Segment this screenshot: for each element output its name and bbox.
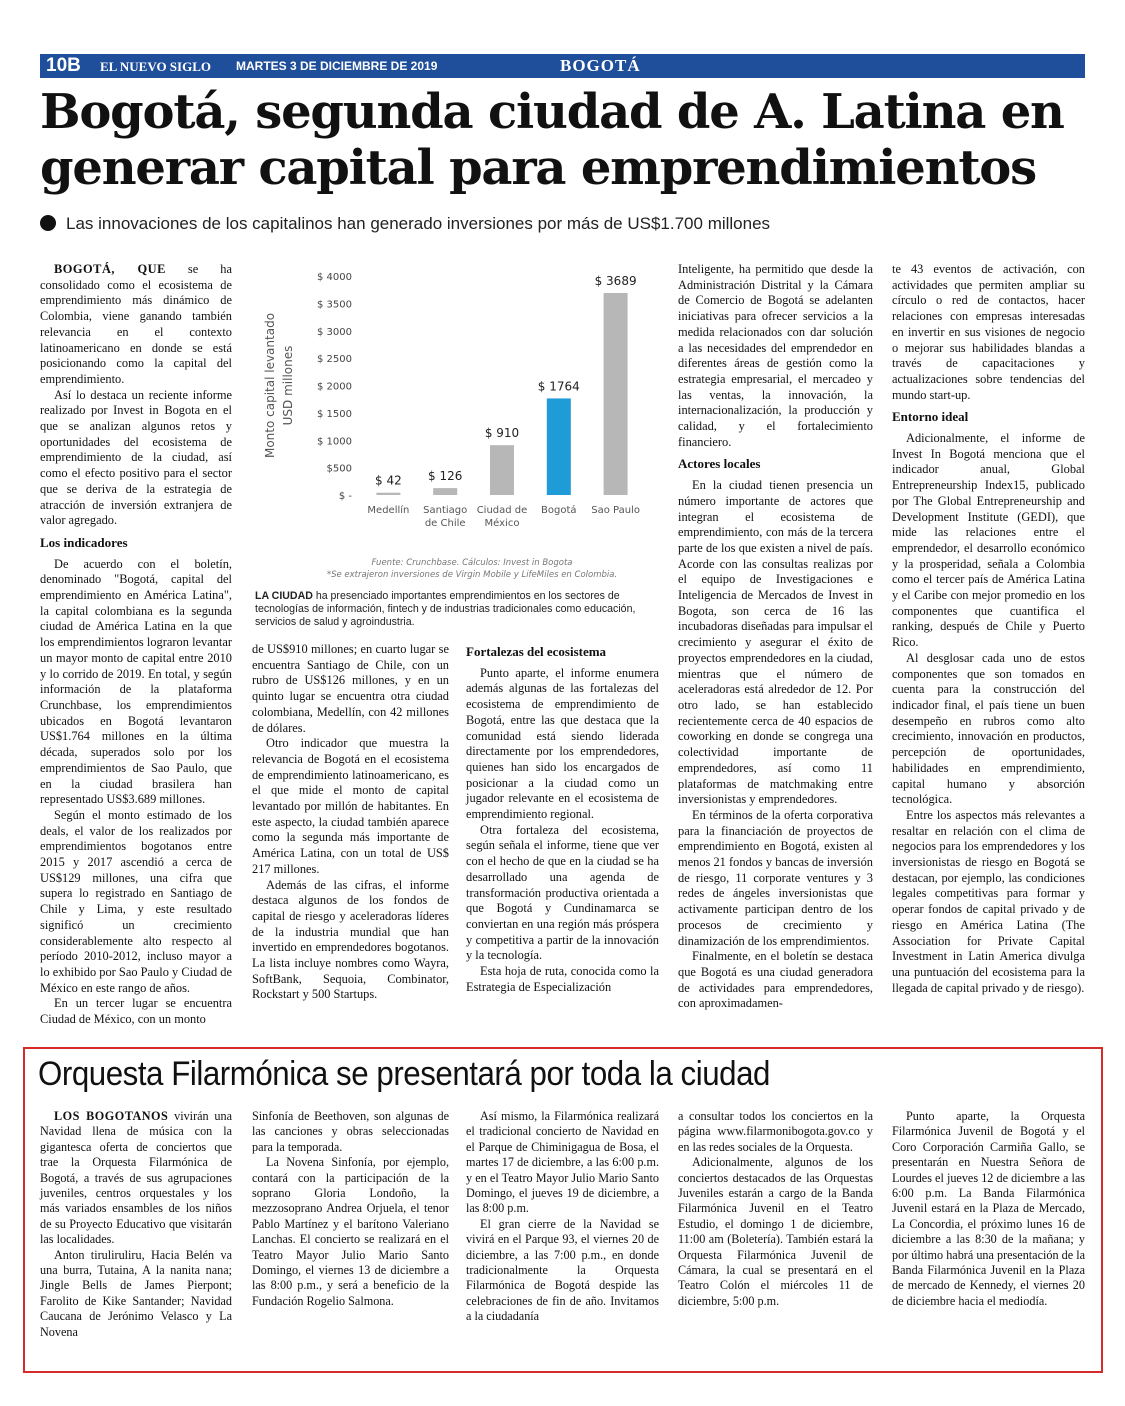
article-column-5 [892, 262, 1085, 996]
paragraph: Adicionalmente, el informe de Invest In Bogotá menciona que el indicador anual, Global Entrepreneurship Index15, publicado por The Global Entrepreneurship and Development Institute (GEDI), que mide las relaciones entre el emprendedor, el desarrollo económico y la prosperidad, señala a Colombia como el tercer país de América Latina y el Caribe con mejor promedio en los componentes que cuantifica el ranking, después de Chile y Puerto Rico. [892, 431, 1085, 650]
article-column-2 [252, 642, 449, 1003]
paragraph: En términos de la oferta corporativa para la financiación de proyectos de emprendimiento en Bogotá, existen al menos 21 fondos y bancas de inversión de riesgo, 11 corporate ventures y 3 redes de ángeles inversionistas que activamente participan dentro de los procesos de crecimiento y dinamización de los emprendimientos. [678, 807, 873, 948]
paragraph: Entre los aspectos más relevantes a resaltar en relación con el clima de negocios para los emprendedores y los inversionistas de riesgo en Bogotá se destacan, por ejemplo, las condiciones legales competitivas para formar y operar fondos de capital privado y de riesgo en América Latina (The Association for Private Capital Investment in Latin America divulga una puntuación del ecosistema para la llegada de capital privado y de riesgo). [892, 807, 1085, 995]
story2-column-1 [40, 1109, 232, 1340]
paragraph: En un tercer lugar se encuentra Ciudad de México, con un monto [40, 996, 232, 1027]
caption-text: ha presenciado importantes emprendimientos en los sectores de tecnologías de información, fintech y de industrias tradicionales como educación, servicios de salud y agroindustria. [255, 590, 636, 628]
y-tick-label: $ 1000 [317, 436, 352, 448]
data-label: $ 42 [375, 473, 402, 488]
chart-source: Fuente: Crunchbase. Cálculos: Invest in Bogota [371, 558, 573, 568]
paragraph [40, 1109, 232, 1248]
y-tick-label: $ 2000 [317, 381, 352, 393]
data-label: $ 1764 [537, 379, 580, 394]
story2-column-3 [466, 1109, 659, 1325]
section-heading: Los indicadores [40, 534, 128, 550]
paragraph: a consultar todos los conciertos en la página www.filarmonibogota.gov.co y en las redes sociales de la Orquesta. [678, 1109, 873, 1154]
story2-column-2 [252, 1109, 449, 1309]
x-tick-label: México [484, 518, 520, 529]
paragraph: de US$910 millones; en cuarto lugar se encuentra Santiago de Chile, con un rubro de US$126 millones, y en un quinto lugar se encuentra otra ciudad colombiana, Medellín, con 42 millones de dólares. [252, 642, 449, 735]
story2-column-4 [678, 1109, 873, 1309]
bar [490, 445, 514, 495]
y-axis-ticks [317, 272, 352, 502]
bars [375, 274, 637, 495]
section-heading: Fortalezas del ecosistema [466, 644, 607, 659]
paragraph: Así mismo, la Filarmónica realizará el tradicional concierto de Navidad en el Parque de Chiminigagua de Bosa, el martes 17 de diciembre, a las 6:00 p.m. y en el Teatro Mayor Julio Mario Santo Domingo, el jueves 19 de diciembre, a las 8:00 p.m. [466, 1109, 659, 1216]
x-tick-label: Ciudad de [476, 505, 528, 516]
data-label: $ 3689 [594, 274, 637, 289]
lead-in: BOGOTÁ, QUE [54, 262, 166, 276]
paragraph: Otra fortaleza del ecosistema, según señala el informe, tiene que ver con el hecho de que en la ciudad se ha desarrollado una agenda de transformación productiva orientada a que Bogotá y Cundinamarca se conviertan en una región más próspera y competitiva a partir de la innovación y la tecnología. [466, 822, 659, 963]
paragraph: Punto aparte, el informe enumera además algunas de las fortalezas del ecosistema de emprendimiento de Bogotá, entre las que destaca que la comunidad está siendo liderada directamente por los emprendedores, quienes han sido los encargados de posicionar a la ciudad como un jugador relevante en el ecosistema de emprendimiento regional. [466, 665, 659, 822]
paragraph: En la ciudad tienen presencia un número importante de actores que integran el ecosistema de emprendimiento, con más de la tercera parte de los que existen a nivel de país. Acorde con las consultas realizas por el equipo de Investigaciones e Inteligencia de Mercados de Invest in Bogota, son cerca de 16 las incubadoras diseñadas para impulsar el crecimiento y asegurar el éxito de proyectos emprendedores en la ciudad, mientras que el número de aceleradoras está alrededor de 12. Por otro lado, se han establecido recientemente cerca de 40 espacios de coworking en donde se congrega una colectividad importante de emprendedores, así como 11 plataformas de matchmaking entre inversionistas y emprendedores. [678, 478, 873, 807]
paragraph: Punto aparte, la Orquesta Filarmónica Juvenil de Bogotá y el Coro Corporación Carmiña Gallo, se presentarán en Nuestra Señora de Lourdes el jueves 12 de diciembre a las 6:00 p.m. La Banda Filarmónica Juvenil estará en la Plaza de Mercado, La Concordia, el próximo lunes 16 de diciembre a las 8:30 de la mañana; y por último habrá una presentación de la Banda Filarmónica Juvenil en la Plaza de mercado de Kennedy, el viernes 20 de diciembre hacia el mediodía. [892, 1109, 1085, 1308]
main-headline: Bogotá, segunda ciudad de A. Latina en generar capital para emprendimientos [40, 84, 1064, 196]
x-tick-label: de Chile [424, 518, 466, 529]
newspaper-name: EL NUEVO SIGLO [100, 59, 211, 74]
paragraph-text: vivirán una Navidad llena de música con la gigantesca oferta de conciertos que trae la Orquesta Filarmónica de Bogotá, a través de sus agrupaciones juveniles, centros orquestales y los más variados ensambles de los niños de su Proyecto Educativo que visitarán las localidades. [40, 1109, 232, 1247]
paragraph [40, 262, 232, 388]
paragraph: Sinfonía de Beethoven, son algunas de las canciones y obras seleccionadas para la temporada. [252, 1109, 449, 1154]
paragraph: Inteligente, ha permitido que desde la Administración Distrital y la Cámara de Comercio de Bogotá se adelanten iniciativas para ofrecer servicios a la medida relacionados con dar solución a las necesidades del emprendedor en diferentes áreas de gestión como la estrategia empresarial, el mercadeo y las ventas, la innovación, la internacionalización, la producción y calidad, y el fortalecimiento financiero. [678, 262, 873, 449]
x-tick-label: Medellín [367, 505, 410, 516]
section-heading: Entorno ideal [892, 409, 969, 425]
x-tick-label: Santiago [423, 505, 468, 516]
data-label: $ 126 [428, 469, 463, 484]
article-column-1 [40, 262, 232, 1028]
caption-lead: LA CIUDAD [255, 590, 313, 602]
y-tick-label: $ 3000 [317, 326, 352, 338]
issue-date: MARTES 3 DE DICIEMBRE DE 2019 [236, 59, 438, 73]
section-heading: Actores locales [678, 456, 761, 472]
y-tick-label: $ 1500 [317, 408, 352, 420]
x-tick-label: Sao Paulo [591, 505, 640, 516]
y-tick-label: $ 2500 [317, 354, 352, 366]
chart-caption [255, 590, 655, 629]
paragraph: Así lo destaca un reciente informe realizado por Invest in Bogota en el que se analizan algunos retos y oportunidades del ecosistema de emprendimiento de la ciudad, así como el efecto positivo para el sector que se deriva de la estrategia de atracción de inversión extranjera de valor agregado. [40, 387, 232, 528]
paragraph: Adicionalmente, algunos de los conciertos destacados de las Orquestas Juveniles estarán a cargo de la Banda Filarmónica Juvenil en el Teatro Estudio, el domingo 1 de diciembre, 11:00 am (Boletería). También estará la Orquesta Filarmónica Juvenil de Cámara, la cual se presentará en el Teatro Colón el miércoles 11 de diciembre, 5:00 p.m. [678, 1155, 873, 1308]
masthead-bar [40, 54, 1085, 78]
paragraph: Esta hoja de ruta, conocida como la Estrategia de Especialización [466, 964, 659, 994]
y-axis-label-line: Monto capital levantado [263, 312, 277, 459]
paragraph: Según el monto estimado de los deals, el valor de los realizados por emprendimientos bogotanos entre 2015 y 2017 ascendió a cerca de US$129 millones, una cifra que supera lo registrado en Santiago de Chile y Lima, y este resultado significó un crecimiento considerablemente alto respecto al período 2010-2012, incluso mayor a lo exhibido por Sao Paulo y Ciudad de México en este rango de años. [40, 807, 232, 995]
paragraph: Además de las cifras, el informe destaca algunos de los fondos de capital de riesgo y aceleradoras líderes de la industria mundial que han invertido en emprendedores bogotanos. La lista incluye nombres como Wayra, SoftBank, Sequoia, Combinator, Rockstart y 500 Startups. [252, 877, 449, 1002]
second-headline: Orquesta Filarmónica se presentará por toda la ciudad [38, 1055, 770, 1093]
chart-svg [252, 258, 657, 588]
y-tick-label: $500 [326, 463, 352, 475]
paragraph: Otro indicador que muestra la relevancia de Bogotá en el ecosistema de emprendimiento latinoamericano, es el que mide el monto de capital levantado por millón de habitantes. En este aspecto, la ciudad también aparece como la segunda más importante de América Latina, con un total de US$ 217 millones. [252, 736, 449, 876]
bar [376, 493, 400, 495]
story2-column-5 [892, 1109, 1085, 1309]
y-axis-label-line: USD millones [281, 345, 295, 426]
y-tick-label: $ - [338, 491, 352, 502]
paragraph: El gran cierre de la Navidad se vivirá en el Parque 93, el viernes 20 de diciembre, a las 7:00 p.m., en donde tradicionalmente la Orquesta Filarmónica de Bogotá despide las celebraciones de fin de año. Invitamos a la ciudadanía [466, 1216, 659, 1324]
bar-chart [252, 258, 657, 588]
y-tick-label: $ 3500 [317, 299, 352, 311]
bar [547, 398, 571, 495]
bar [433, 488, 457, 495]
lead-in: LOS BOGOTANOS [54, 1109, 169, 1123]
x-axis-labels [367, 504, 640, 529]
subheadline [40, 214, 1100, 234]
paragraph: La Novena Sinfonía, por ejemplo, contará con la participación de la soprano Gloria Londoño, la mezzosoprano Andrea Orjuela, el tenor Pablo Martínez y el barítono Valeriano Lanchas. El concierto se realizará en el Teatro Mayor Julio Mario Santo Domingo, el viernes 13 de diciembre a las 8:00 p.m., y será a beneficio de la Fundación Rogelio Salmona. [252, 1155, 449, 1308]
paragraph: Al desglosar cada uno de estos componentes que son tomados en cuenta para la construcción del indicador final, el país tiene un buen desempeño en rubros como alto crecimiento, innovación en productos, percepción de oportunidades, habilidades en emprendimiento, capital humano y absorción tecnológica. [892, 650, 1085, 807]
paragraph: te 43 eventos de activación, con actividades que permiten ampliar su círculo o red de contactos, hacer relaciones con empresas interesadas en invertir en sus visiones de negocio o mejorar sus habilidades blandas a través de capacitaciones y actualizaciones sobre tendencias del mundo start-up. [892, 262, 1085, 402]
paragraph: Finalmente, en el boletín se destaca que Bogotá es una ciudad generadora de actividades para emprendedores, con aproximadamen- [678, 949, 873, 1011]
article-column-3 [466, 642, 659, 995]
y-axis-label [263, 313, 295, 458]
paragraph: De acuerdo con el boletín, denominado "Bogotá, capital del emprendimiento en América Latina", la capital colombiana es la segunda ciudad de América Latina en la que los emprendimientos lograron levantar un mayor monto de capital entre 2010 y lo corrido de 2019. En total, y según información de la plataforma Crunchbase, los emprendimientos ubicados en Bogotá levantaron US$1.764 millones en la última década, superados solo por los emprendimientos de Sao Paulo, que en la ciudad brasilera han representado US$3.689 millones. [40, 556, 232, 807]
subheadline-text: Las innovaciones de los capitalinos han generado inversiones por más de US$1.700 millones [66, 214, 771, 233]
section-name: BOGOTÁ [560, 56, 641, 75]
data-label: $ 910 [484, 426, 520, 441]
bullet-icon [40, 215, 56, 231]
article-column-4 [678, 262, 873, 1012]
bar [604, 293, 628, 495]
x-tick-label: Bogotá [541, 505, 577, 516]
paragraph: Anton tiruliruliru, Hacia Belén va una burra, Tutaina, A la nanita nana; Jingle Bells de James Pierpont; Farolito de Kike Santander; Navidad Caucana de Jerónimo Velasco y La Novena [40, 1247, 232, 1339]
y-tick-label: $ 4000 [317, 272, 352, 283]
page-number: 10B [46, 55, 81, 76]
paragraph-text: se ha consolidado como el ecosistema de emprendimiento más dinámico de Colombia, viene ganando también relevancia en el contexto latinoamericano en donde se está posicionando como la capital del emprendimiento. [40, 262, 232, 386]
chart-note: *Se extrajeron inversiones de Virgin Mobile y LifeMiles en Colombia. [326, 570, 618, 580]
